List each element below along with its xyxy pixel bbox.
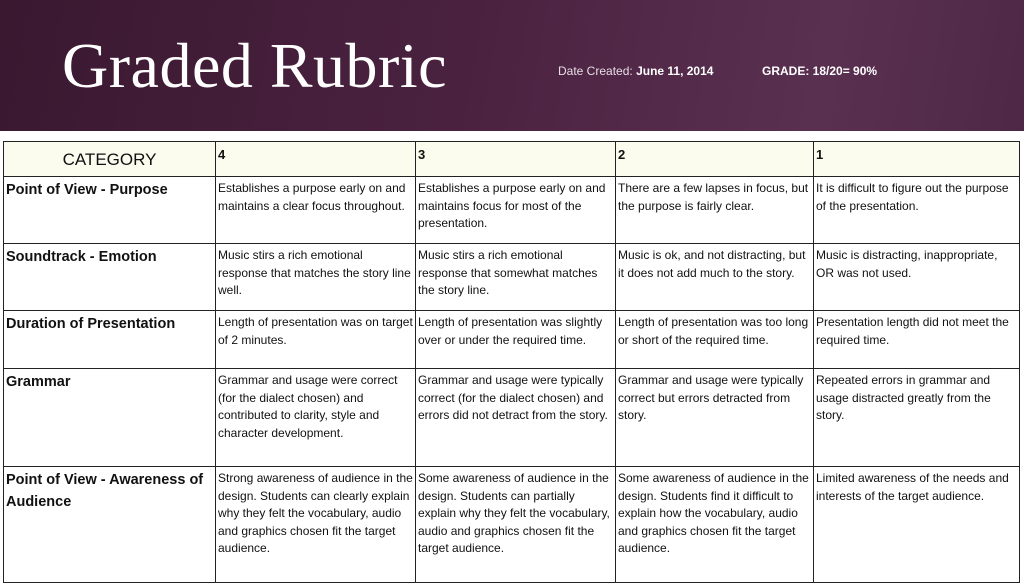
header-row [4, 142, 1020, 177]
table-row [4, 177, 1020, 244]
criteria-cell: Limited awareness of the needs and interests of the target audience. [814, 467, 1020, 583]
column-header-category: CATEGORY [4, 142, 216, 177]
table-row [4, 467, 1020, 583]
rubric-table [3, 141, 1020, 583]
criteria-cell: It is difficult to figure out the purpose of the presentation. [814, 177, 1020, 244]
criteria-cell: Grammar and usage were typically correct (for the dialect chosen) and errors did not detract from the story. [416, 369, 616, 467]
criteria-cell: Length of presentation was on target of 2 minutes. [216, 311, 416, 369]
slide-header [0, 0, 1024, 131]
criteria-cell: Repeated errors in grammar and usage distracted greatly from the story. [814, 369, 1020, 467]
table-row [4, 244, 1020, 311]
criteria-cell: Establishes a purpose early on and maintains focus for most of the presentation. [416, 177, 616, 244]
column-header-score-1: 1 [814, 142, 1020, 177]
table-row [4, 369, 1020, 467]
criteria-cell: Music is ok, and not distracting, but it does not add much to the story. [616, 244, 814, 311]
criteria-cell: Length of presentation was slightly over or under the required time. [416, 311, 616, 369]
criteria-cell: Music stirs a rich emotional response that somewhat matches the story line. [416, 244, 616, 311]
category-cell: Point of View - Purpose [4, 177, 216, 244]
criteria-cell: Establishes a purpose early on and maintains a clear focus throughout. [216, 177, 416, 244]
criteria-cell: Presentation length did not meet the required time. [814, 311, 1020, 369]
column-header-score-2: 2 [616, 142, 814, 177]
criteria-cell: Length of presentation was too long or short of the required time. [616, 311, 814, 369]
table-row [4, 311, 1020, 369]
rubric-table-wrap [3, 141, 1019, 583]
criteria-cell: Grammar and usage were typically correct but errors detracted from story. [616, 369, 814, 467]
criteria-cell: Music is distracting, inappropriate, OR was not used. [814, 244, 1020, 311]
category-cell: Soundtrack - Emotion [4, 244, 216, 311]
date-value: June 11, 2014 [636, 64, 714, 78]
column-header-score-3: 3 [416, 142, 616, 177]
category-cell: Grammar [4, 369, 216, 467]
column-header-score-4: 4 [216, 142, 416, 177]
grade-summary: GRADE: 18/20= 90% [762, 64, 878, 78]
meta-info [558, 64, 878, 78]
date-label: Date Created: [558, 64, 633, 78]
criteria-cell: There are a few lapses in focus, but the purpose is fairly clear. [616, 177, 814, 244]
page-title: Graded Rubric [62, 30, 448, 101]
category-cell: Duration of Presentation [4, 311, 216, 369]
criteria-cell: Some awareness of audience in the design. Students find it difficult to explain how the vocabulary, audio and graphics chosen fit the target audience. [616, 467, 814, 583]
criteria-cell: Strong awareness of audience in the design. Students can clearly explain why they felt the vocabulary, audio and graphics chosen fit the target audience. [216, 467, 416, 583]
category-cell: Point of View - Awareness of Audience [4, 467, 216, 583]
criteria-cell: Some awareness of audience in the design. Students can partially explain why they felt the vocabulary, audio and graphics chosen fit the target audience. [416, 467, 616, 583]
criteria-cell: Grammar and usage were correct (for the dialect chosen) and contributed to clarity, style and character development. [216, 369, 416, 467]
criteria-cell: Music stirs a rich emotional response that matches the story line well. [216, 244, 416, 311]
